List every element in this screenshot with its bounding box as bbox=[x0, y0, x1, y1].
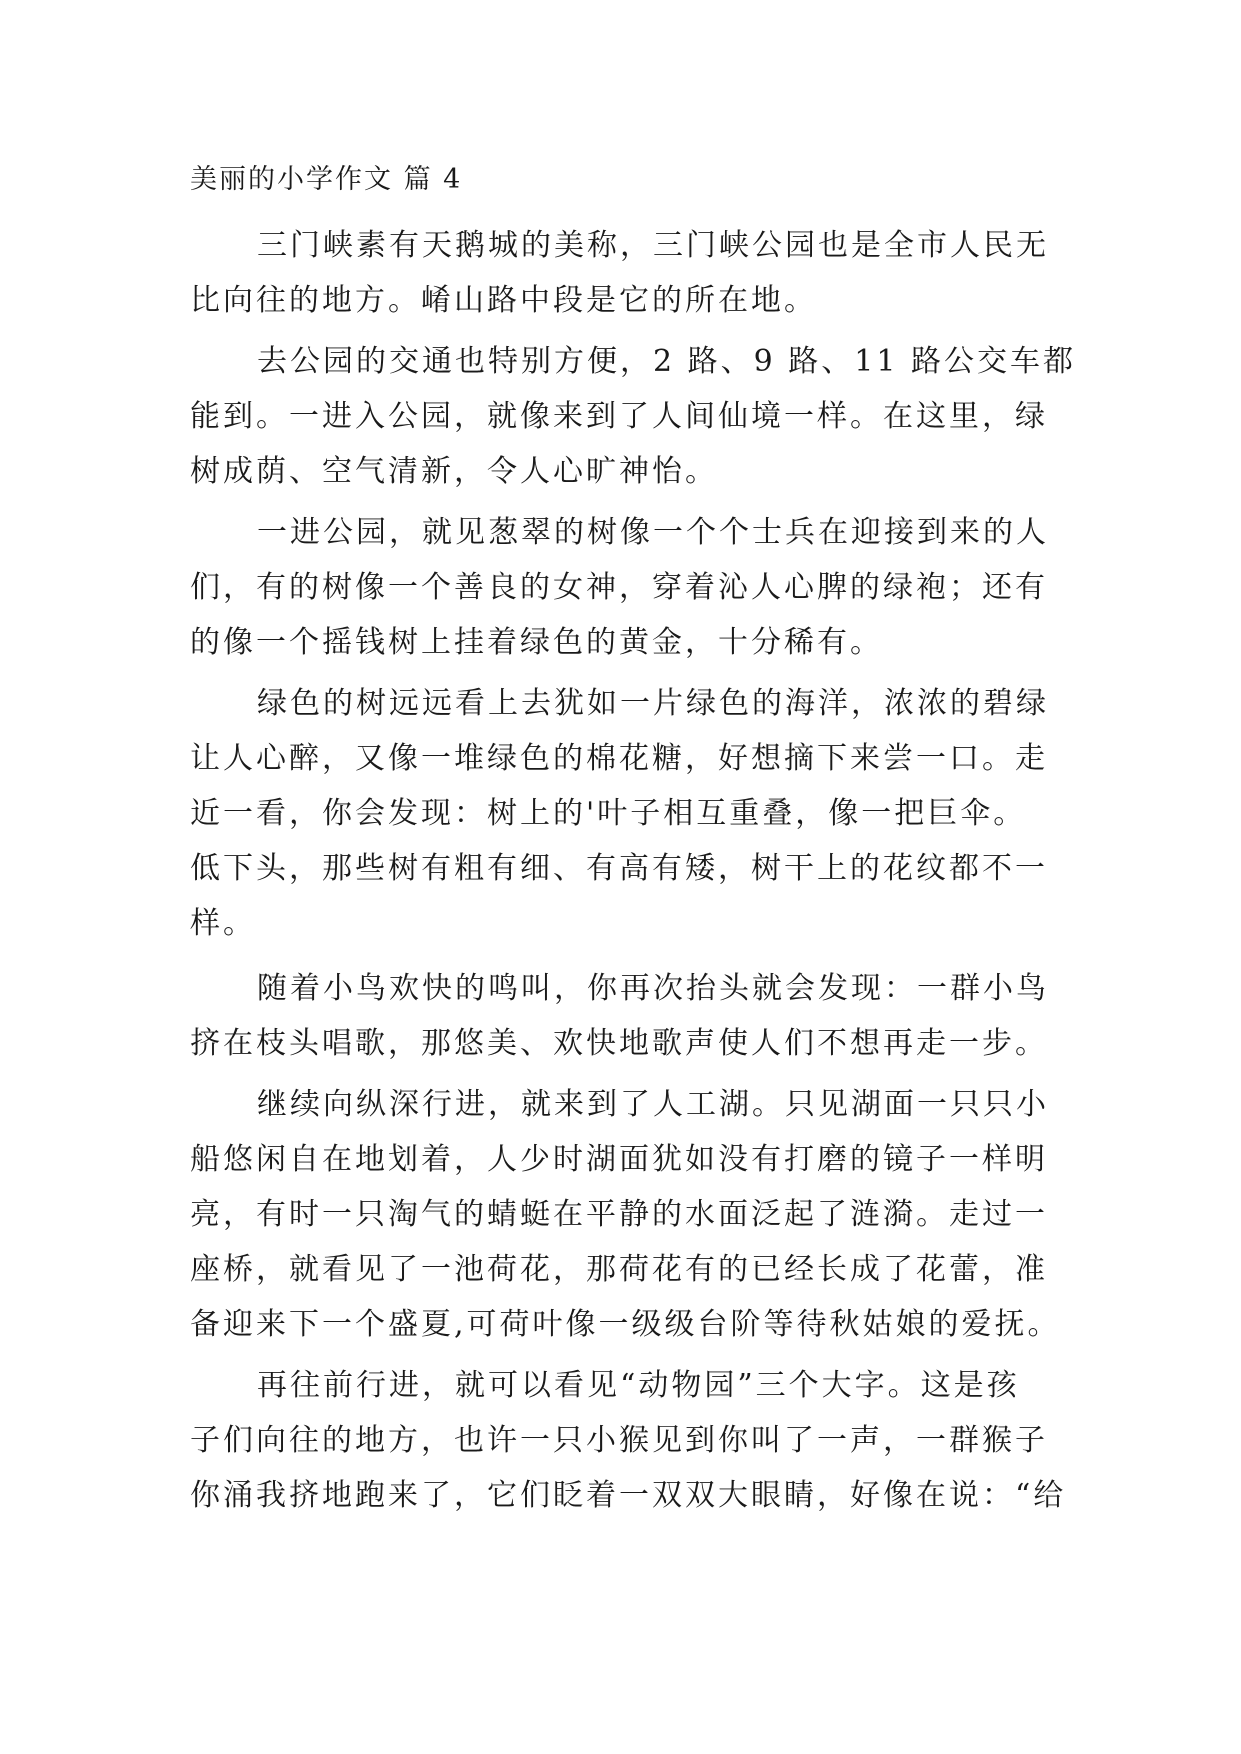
paragraph-line: 挤在枝头唱歌，那悠美、欢快地歌声使人们不想再走一步。 bbox=[190, 1026, 1048, 1061]
paragraph-line: 亮，有时一只淘气的蜻蜓在平静的水面泛起了涟漪。走过一 bbox=[190, 1197, 1048, 1232]
paragraph-line: 你涌我挤地跑来了，它们眨着一双双大眼睛，好像在说：“给 bbox=[190, 1478, 1067, 1513]
paragraph-line: 去公园的交通也特别方便，2 路、9 路、11 路公交车都 bbox=[257, 344, 1076, 379]
paragraph-line: 比向往的地方。崤山路中段是它的所在地。 bbox=[190, 283, 817, 318]
paragraph-line: 样。 bbox=[190, 906, 256, 941]
paragraph-line: 近一看，你会发现：树上的'叶子相互重叠，像一把巨伞。 bbox=[190, 796, 1027, 831]
paragraph-line: 让人心醉，又像一堆绿色的棉花糖，好想摘下来尝一口。走 bbox=[190, 741, 1048, 776]
paragraph-line: 一进公园，就见葱翠的树像一个个士兵在迎接到来的人 bbox=[257, 515, 1049, 550]
paragraph-line: 随着小鸟欢快的鸣叫，你再次抬头就会发现：一群小鸟 bbox=[257, 971, 1049, 1006]
paragraph-line: 的像一个摇钱树上挂着绿色的黄金，十分稀有。 bbox=[190, 625, 883, 660]
paragraph-line: 继续向纵深行进，就来到了人工湖。只见湖面一只只小 bbox=[257, 1087, 1049, 1122]
essay-title: 美丽的小学作文 篇 4 bbox=[190, 164, 463, 195]
paragraph-line: 能到。一进入公园，就像来到了人间仙境一样。在这里，绿 bbox=[190, 399, 1048, 434]
paragraph-line: 船悠闲自在地划着，人少时湖面犹如没有打磨的镜子一样明 bbox=[190, 1142, 1048, 1177]
paragraph-line: 低下头，那些树有粗有细、有高有矮，树干上的花纹都不一 bbox=[190, 851, 1048, 886]
paragraph-line: 们，有的树像一个善良的女神，穿着沁人心脾的绿袍；还有 bbox=[190, 570, 1048, 605]
paragraph-line: 绿色的树远远看上去犹如一片绿色的海洋，浓浓的碧绿 bbox=[257, 686, 1049, 721]
paragraph-line: 树成荫、空气清新，令人心旷神怡。 bbox=[190, 454, 718, 489]
paragraph-line: 子们向往的地方，也许一只小猴见到你叫了一声，一群猴子 bbox=[190, 1423, 1048, 1458]
paragraph-line: 座桥，就看见了一池荷花，那荷花有的已经长成了花蕾，准 bbox=[190, 1252, 1048, 1287]
paragraph-line: 再往前行进，就可以看见“动物园”三个大字。这是孩 bbox=[257, 1368, 1020, 1403]
paragraph-line: 备迎来下一个盛夏,可荷叶像一级级台阶等待秋姑娘的爱抚。 bbox=[190, 1307, 1061, 1342]
paragraph-line: 三门峡素有天鹅城的美称，三门峡公园也是全市人民无 bbox=[257, 228, 1049, 263]
